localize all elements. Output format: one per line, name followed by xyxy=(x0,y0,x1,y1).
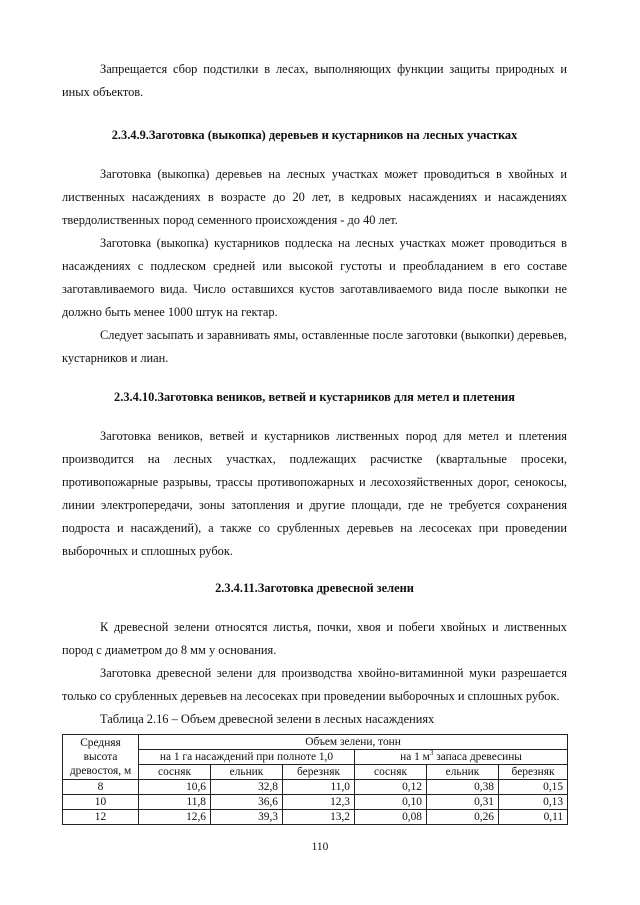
value-cell: 0,08 xyxy=(355,810,427,825)
value-cell: 11,8 xyxy=(139,795,211,810)
header-species: сосняк xyxy=(139,765,211,780)
header-species: ельник xyxy=(211,765,283,780)
header-per-cubic-meter: на 1 $м^3$ запаса древесины xyxy=(355,750,568,765)
paragraph-pits: Следует засыпать и заравнивать ямы, оставленные после заготовки (выкопки) деревьев, кустарников и лиан. xyxy=(62,328,567,365)
value-cell: 0,11 xyxy=(499,810,568,825)
height-cell: 10 xyxy=(63,795,139,810)
value-cell: 13,2 xyxy=(283,810,355,825)
paragraph-tree-digging: Заготовка (выкопка) деревьев на лесных участках может проводиться в хвойных и лиственных насаждениях в возрасте до 20 лет, в кедровых насаждениях и насаждениях твердолиственных пород семенного происхождения - до 40 лет. xyxy=(62,167,567,227)
value-cell: 0,12 xyxy=(355,780,427,795)
header-per-hectare: на 1 га насаждений при полноте 1,0 xyxy=(139,750,355,765)
paragraph-greenery-definition: К древесной зелени относятся листья, почки, хвоя и побеги хвойных и лиственных пород с диаметром до 8 мм у основания. xyxy=(62,620,567,657)
value-cell: 12,6 xyxy=(139,810,211,825)
paragraph-brooms: Заготовка веников, ветвей и кустарников лиственных пород для метел и плетения производится на лесных участках, подлежащих расчистке (квартальные просеки, противопожарные разрывы, трассы противопожарных и лесохозяйственных дорог, сенокосы, линии электропередачи, зоны затопления и другие площади, где не требуется сохранения подроста и насаждений), а также со срубленных деревьев на лесосеках при проведении выборочных и сплошных рубок. xyxy=(62,429,567,558)
value-cell: 11,0 xyxy=(283,780,355,795)
paragraph-litter: Запрещается сбор подстилки в лесах, выполняющих функции защиты природных и иных объектов. xyxy=(62,62,567,99)
page-number: 110 xyxy=(311,841,329,853)
table-row xyxy=(63,795,568,810)
value-cell: 0,26 xyxy=(427,810,499,825)
header-species: березняк xyxy=(283,765,355,780)
height-cell: 8 xyxy=(63,780,139,795)
value-cell: 36,6 xyxy=(211,795,283,810)
paragraph-shrub-digging: Заготовка (выкопка) кустарников подлеска на лесных участках может проводиться в насаждениях с подлеском средней или высокой густоты и преобладанием в его составе заготавливаемого вида. Число оставшихся кустов заготавливаемого вида после выкопки не должно быть менее 1000 штук на гектар. xyxy=(62,236,567,319)
section-heading-2-3-4-9: 2.3.4.9.Заготовка (выкопка) деревьев и кустарников на лесных участках xyxy=(111,128,518,142)
header-volume: Объем зелени, тонн xyxy=(139,735,568,750)
header-species: ельник xyxy=(427,765,499,780)
value-cell: 0,15 xyxy=(499,780,568,795)
value-cell: 0,10 xyxy=(355,795,427,810)
section-heading-2-3-4-11: 2.3.4.11.Заготовка древесной зелени xyxy=(215,581,414,595)
value-cell: 10,6 xyxy=(139,780,211,795)
greenery-volume-table xyxy=(62,734,568,825)
header-height: Средняя высота древостоя, м xyxy=(63,735,139,780)
table-row xyxy=(63,780,568,795)
value-cell: 32,8 xyxy=(211,780,283,795)
value-cell: 39,3 xyxy=(211,810,283,825)
header-species: сосняк xyxy=(355,765,427,780)
paragraph-greenery-harvest: Заготовка древесной зелени для производства хвойно-витаминной муки разрешается только со срубленных деревьев на лесосеках при проведении выборочных и сплошных рубок. xyxy=(62,666,567,703)
header-species: березняк xyxy=(499,765,568,780)
value-cell: 0,31 xyxy=(427,795,499,810)
value-cell: 0,38 xyxy=(427,780,499,795)
height-cell: 12 xyxy=(63,810,139,825)
value-cell: 12,3 xyxy=(283,795,355,810)
table-row xyxy=(63,810,568,825)
value-cell: 0,13 xyxy=(499,795,568,810)
section-heading-2-3-4-10: 2.3.4.10.Заготовка веников, ветвей и кустарников для метел и плетения xyxy=(114,390,515,404)
table-caption: Таблица 2.16 – Объем древесной зелени в лесных насаждениях xyxy=(100,712,435,726)
